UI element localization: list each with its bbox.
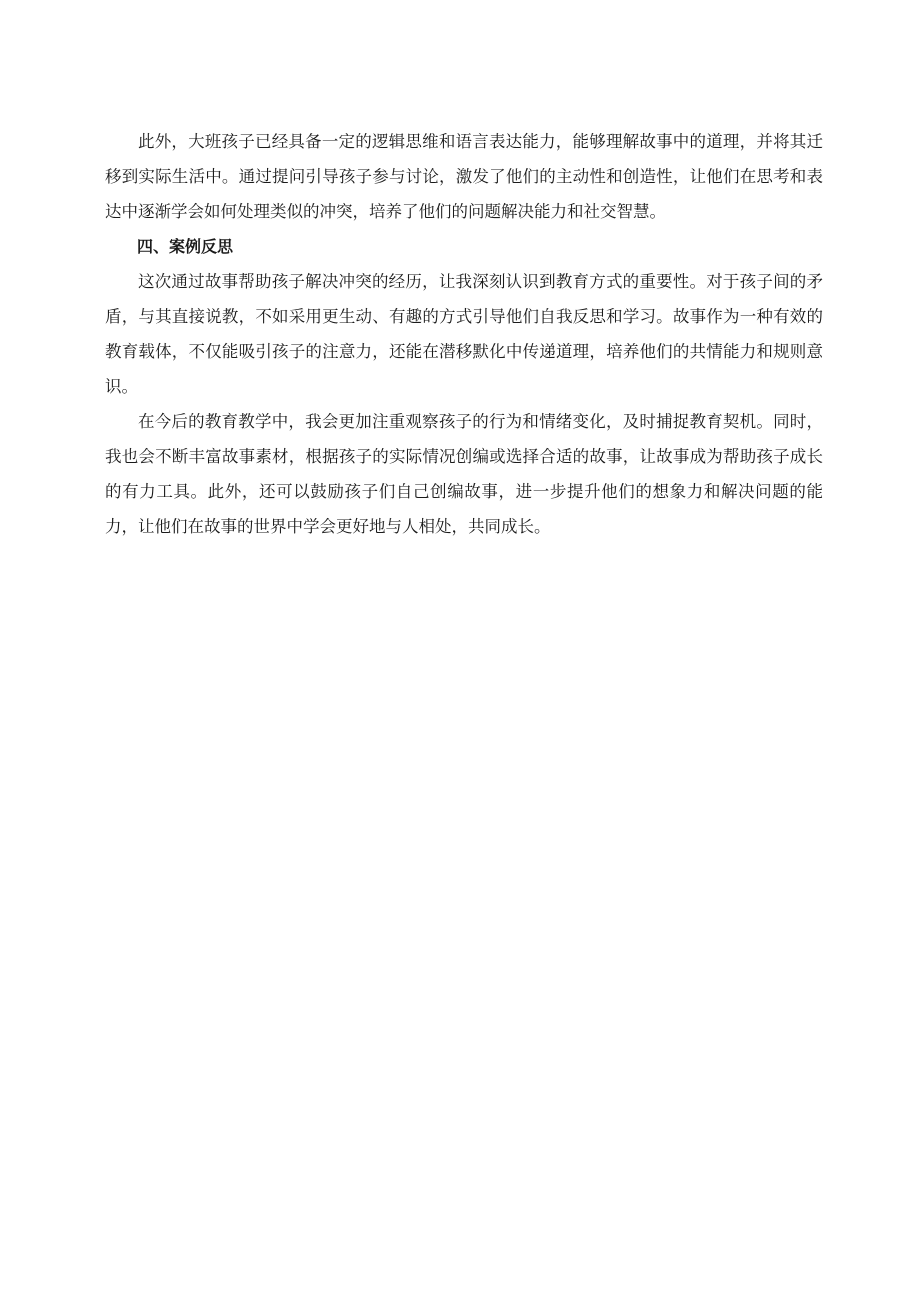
- section-heading-case-reflection: 四、案例反思: [137, 237, 234, 256]
- document-body: [105, 124, 823, 544]
- paragraph-logic-thinking: 此外，大班孩子已经具备一定的逻辑思维和语言表达能力，能够理解故事中的道理，并将其迁移到实际生活中。通过提问引导孩子参与讨论，激发了他们的主动性和创造性，让他们在思考和表达中逐渐学会如何处理类似的冲突，培养了他们的问题解决能力和社交智慧。: [105, 132, 823, 221]
- paragraph-future-plans: 在今后的教育教学中，我会更加注重观察孩子的行为和情绪变化，及时捕捉教育契机。同时，我也会不断丰富故事素材，根据孩子的实际情况创编或选择合适的故事，让故事成为帮助孩子成长的有力工具。此外，还可以鼓励孩子们自己创编故事，进一步提升他们的想象力和解决问题的能力，让他们在故事的世界中学会更好地与人相处，共同成长。: [105, 412, 823, 536]
- paragraph-reflection: 这次通过故事帮助孩子解决冲突的经历，让我深刻认识到教育方式的重要性。对于孩子间的矛盾，与其直接说教，不如采用更生动、有趣的方式引导他们自我反思和学习。故事作为一种有效的教育载体，不仅能吸引孩子的注意力，还能在潜移默化中传递道理，培养他们的共情能力和规则意识。: [105, 272, 823, 396]
